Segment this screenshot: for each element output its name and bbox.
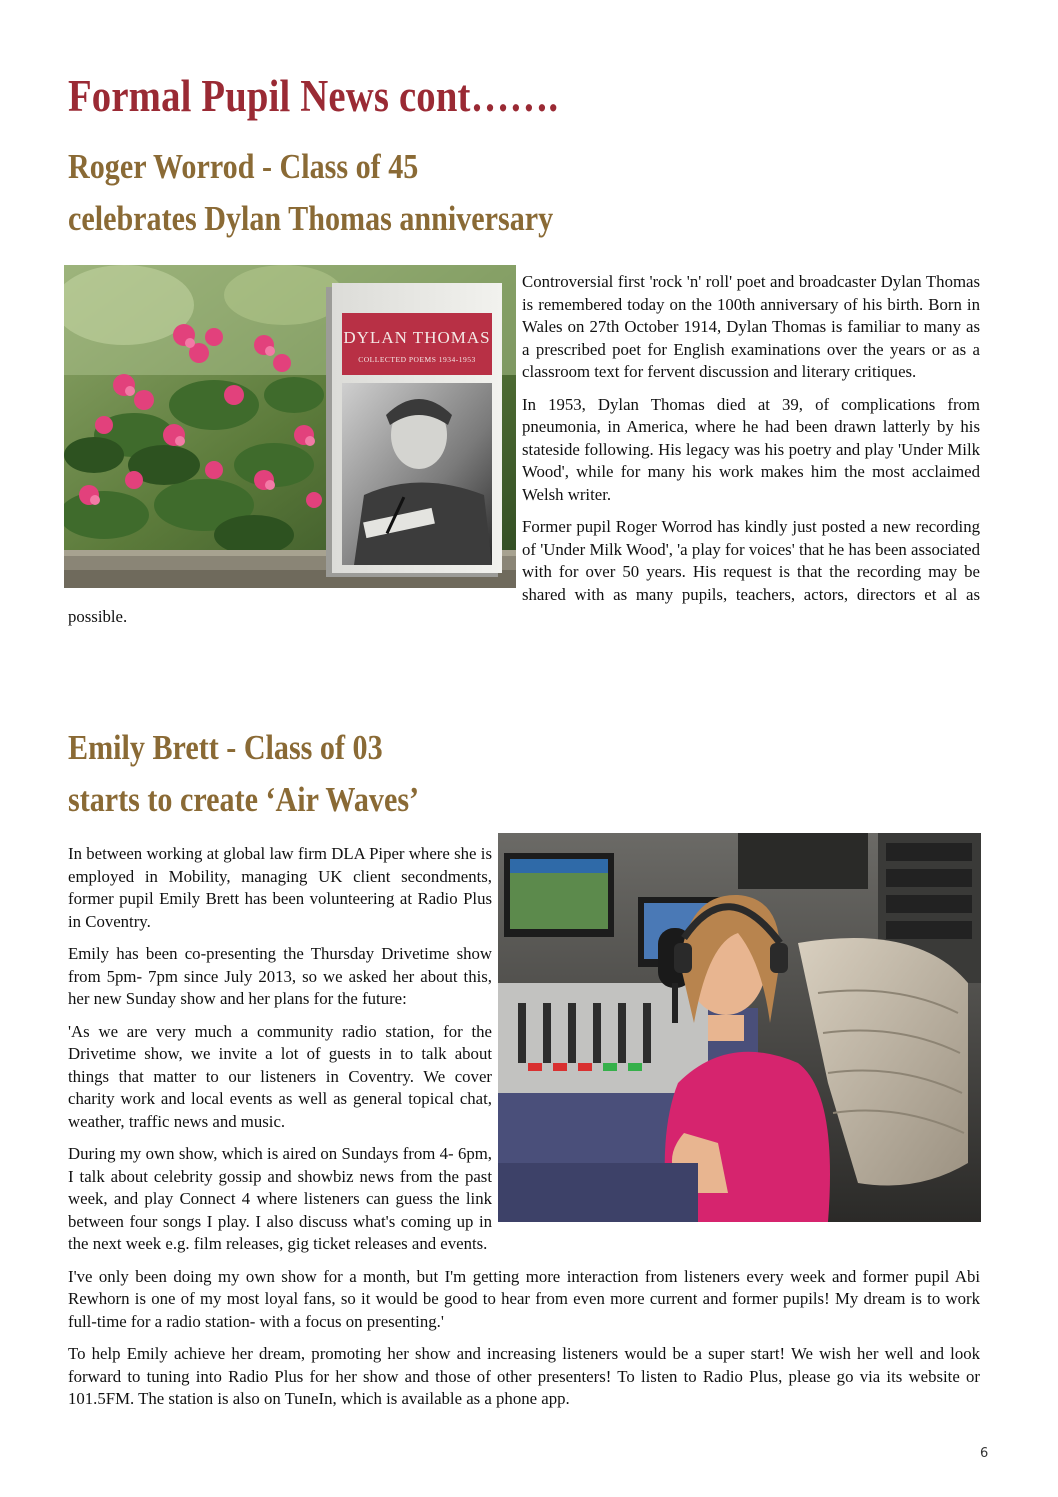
article-2-heading-line-2: starts to create ‘Air Waves’ <box>68 780 420 819</box>
book-title-text: DYLAN THOMAS <box>343 328 491 347</box>
page-title: Formal Pupil News cont……. <box>68 71 559 121</box>
article-2-heading <box>68 722 419 826</box>
article-2-paragraph: Emily has been co-presenting the Thursday Drivetime show from 5pm- 7pm since July 2013, so we asked her about this, her new Sunday show and her plans for the future: <box>68 944 492 1008</box>
page-number: 6 <box>980 1446 989 1461</box>
article-1-body <box>68 271 980 639</box>
article-1-paragraph: Former pupil Roger Worrod has kindly just posted a new recording of 'Under Milk Wood', 'a play for voices' that he has been associated with for over 50 years. His request is that the recording may be shared with as many pupils, teachers, actors, directors et al as possible. <box>68 517 980 626</box>
article-2-paragraph: During my own show, which is aired on Sundays from 4- 6pm, I talk about celebrity gossip and showbiz news from the past week, and play Connect 4 where listeners can guess the link between four songs I play. I also discuss what's coming up in the next week e.g. film releases, gig ticket releases and events. <box>68 1144 492 1253</box>
dylan-thomas-book-photo-art <box>64 265 516 588</box>
radio-studio-photo <box>498 833 981 1222</box>
article-1-heading-line-2: celebrates Dylan Thomas anniversary <box>68 199 554 238</box>
book-subtitle-text: COLLECTED POEMS 1934-1953 <box>358 355 476 364</box>
article-1-heading <box>68 141 553 245</box>
article-2-body <box>68 843 980 1421</box>
article-2-heading-line-1: Emily Brett - Class of 03 <box>68 728 383 767</box>
article-2-paragraph: In between working at global law firm DLA Piper where she is employed in Mobility, managing UK client secondments, former pupil Emily Brett has been volunteering at Radio Plus in Coventry. <box>68 844 492 931</box>
article-2-paragraph: 'As we are very much a community radio station, for the Drivetime show, we invite a lot of guests in to talk about things that matter to our listeners in Coventry. We cover charity work and local events as well as general topical chat, weather, traffic news and music. <box>68 1021 492 1131</box>
radio-studio-photo-art <box>498 833 981 1222</box>
article-1-heading-line-1: Roger Worrod - Class of 45 <box>68 147 419 186</box>
dylan-thomas-book-photo <box>64 265 516 588</box>
article-1-paragraph: Controversial first 'rock 'n' roll' poet and broadcaster Dylan Thomas is remembered today on the 100th anniversary of his birth. Born in Wales on 27th October 1914, Dylan Thomas is familiar to many as a prescribed poet for English examinations over the years or as a classroom text for fervent discussion and literary critiques. <box>522 272 980 381</box>
article-1-paragraph: In 1953, Dylan Thomas died at 39, of complications from pneumonia, in America, where he had been drawn latterly by his stateside following. His legacy was his poetry and play 'Under Milk Wood', while for many his work makes him the most acclaimed Welsh writer. <box>522 394 980 504</box>
article-2-paragraph: I've only been doing my own show for a month, but I'm getting more interaction from listeners every week and former pupil Abi Rewhorn is one of my most loyal fans, so it would be good to hear from even more current and former pupils! My dream is to work full-time for a radio station- with a focus on presenting.' <box>68 1266 980 1331</box>
article-2-paragraph: To help Emily achieve her dream, promoting her show and increasing listeners would be a super start! We wish her well and look forward to tuning into Radio Plus for her show and those of other presenters! To listen to Radio Plus, please go via its website or 101.5FM. The station is also on TuneIn, which is available as a phone app. <box>68 1344 980 1408</box>
